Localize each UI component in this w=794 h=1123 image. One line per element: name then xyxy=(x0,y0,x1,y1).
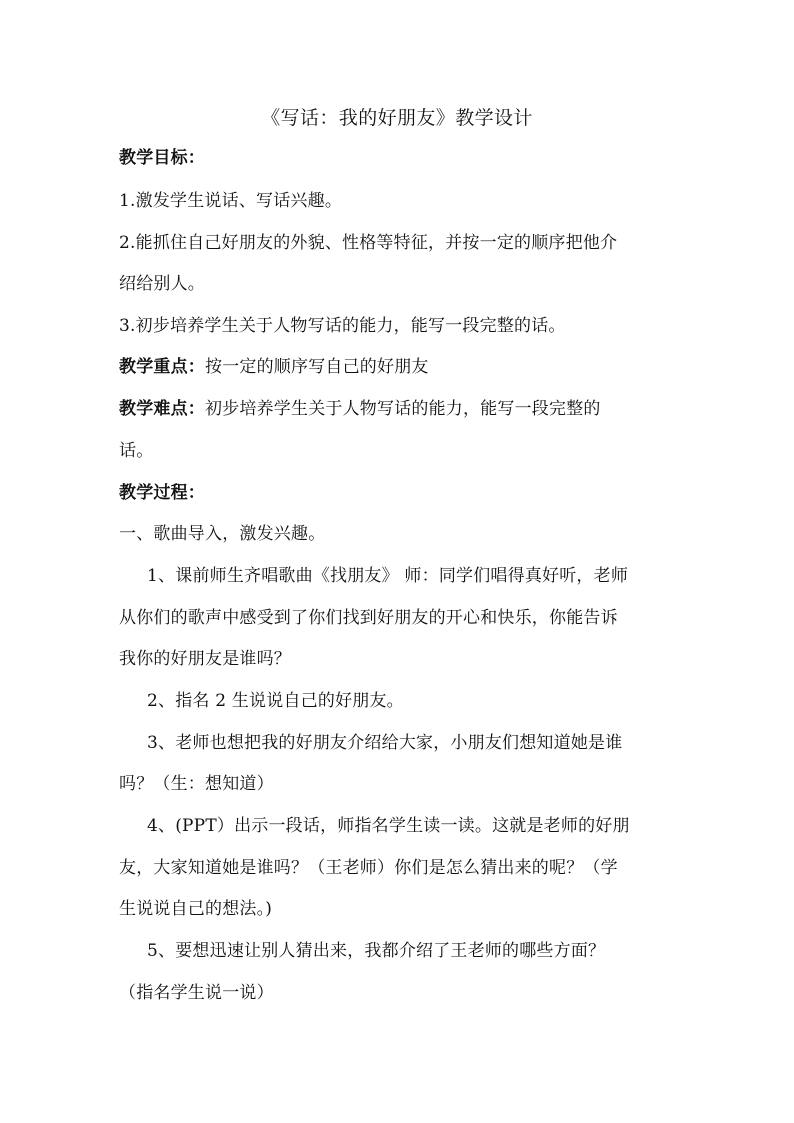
step-4-line-3: 生说说自己的想法。) xyxy=(119,899,273,919)
difficulty-text-line-1: 初步培养学生关于人物写话的能力，能写一段完整的 xyxy=(205,399,601,419)
step-4-line-2: 友，大家知道她是谁吗？（王老师）你们是怎么猜出来的呢？（学 xyxy=(119,858,618,878)
step-1-line-3: 我你的好朋友是谁吗？ xyxy=(119,649,291,669)
objective-3: 3.初步培养学生关于人物写话的能力，能写一段完整的话。 xyxy=(119,316,566,336)
key-point-paragraph xyxy=(119,355,679,379)
document-title: 《写话：我的好朋友》教学设计 xyxy=(261,107,533,129)
step-4-line-1: 4、(PPT）出示一段话，师指名学生读一读。这就是老师的好朋 xyxy=(147,816,630,836)
section-1-heading: 一、歌曲导入，激发兴趣。 xyxy=(119,524,326,544)
difficulty-text-line-2: 话。 xyxy=(119,441,154,461)
objective-1: 1.激发学生说话、写话兴趣。 xyxy=(119,191,343,211)
objective-2-line-1: 2.能抓住自己好朋友的外貌、性格等特征，并按一定的顺序把他介 xyxy=(119,233,618,253)
difficulty-label: 教学难点： xyxy=(119,399,205,419)
step-5-line-1: 5、要想迅速让别人猜出来，我都介绍了王老师的哪些方面？ xyxy=(147,941,606,961)
key-point-text: 按一定的顺序写自己的好朋友 xyxy=(205,357,429,377)
step-5-line-2: （指名学生说一说） xyxy=(119,983,274,1003)
objectives-heading: 教学目标： xyxy=(119,148,205,168)
process-heading: 教学过程： xyxy=(119,483,205,503)
step-2: 2、指名 2 生说说自己的好朋友。 xyxy=(147,691,404,711)
step-3-line-1: 3、老师也想把我的好朋友介绍给大家，小朋友们想知道她是谁 xyxy=(147,733,623,753)
step-3-line-2: 吗？（生：想知道） xyxy=(119,774,274,794)
objective-2-line-2: 绍给别人。 xyxy=(119,274,205,294)
step-1-line-1: 1、课前师生齐唱歌曲《找朋友》 师：同学们唱得真好听，老师 xyxy=(147,566,629,586)
step-1-line-2: 从你们的歌声中感受到了你们找到好朋友的开心和快乐，你能告诉 xyxy=(119,608,618,628)
key-point-label: 教学重点： xyxy=(119,357,205,377)
difficulty-paragraph xyxy=(119,397,679,421)
